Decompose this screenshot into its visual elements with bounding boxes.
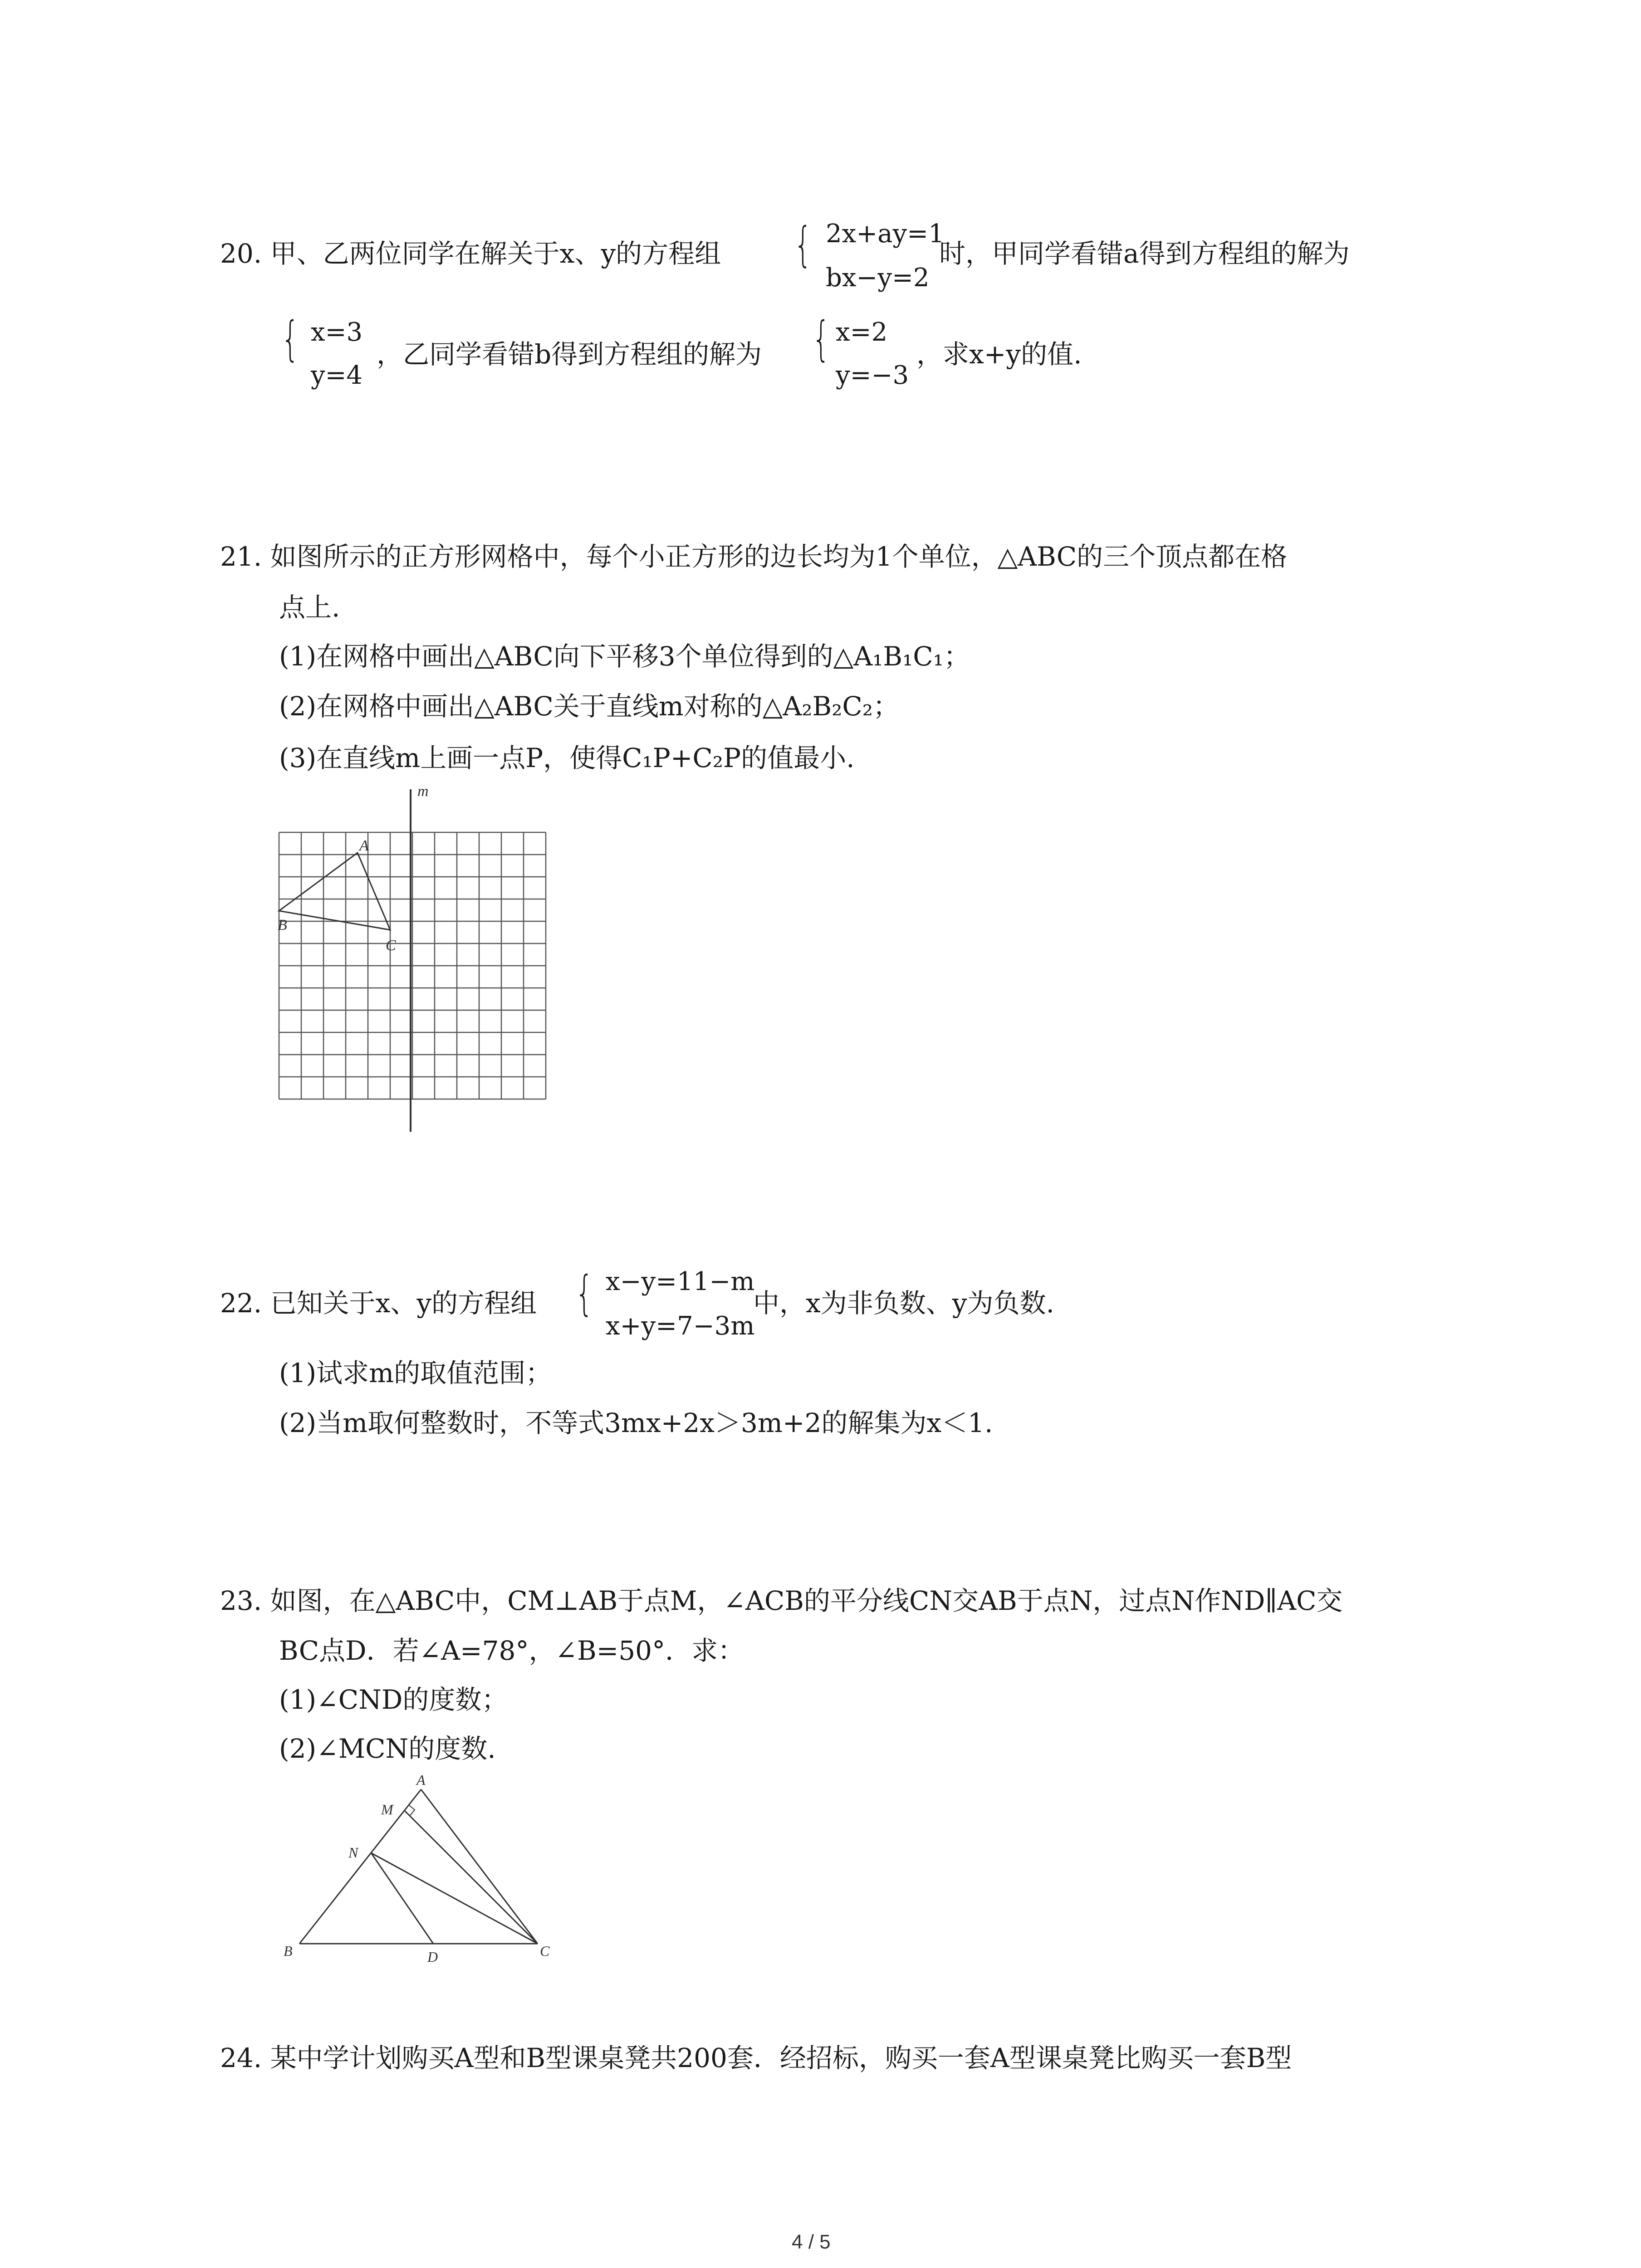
q21-grid-figure [272, 785, 563, 1139]
label-b: B [278, 917, 287, 934]
label-a: A [359, 837, 369, 854]
triangle-abc [279, 853, 390, 930]
q23-line2: BC点D．若∠A=78°，∠B=50°．求： [279, 1635, 745, 1666]
q22-part1: (1)试求m的取值范围； [279, 1358, 552, 1388]
q22-eq2: x+y=7−3m [606, 1311, 755, 1341]
q22-line1-b: 中，x为非负数、y为负数. [753, 1288, 1054, 1319]
q20-sol2-x: x=2 [836, 318, 888, 347]
q21-part2: (2)在网格中画出△ABC关于直线m对称的△A₂B₂C₂； [279, 691, 899, 722]
q20-sol1-y: y=4 [311, 361, 363, 390]
q20-line1-a: 20. 甲、乙两位同学在解关于x、y的方程组 [220, 238, 721, 269]
label-d: D [427, 1949, 438, 1965]
q21-part3: (3)在直线m上画一点P，使得C₁P+C₂P的值最小. [279, 743, 855, 773]
q20-eq1: 2x+ay=1 [826, 219, 945, 249]
q23-triangle-figure [272, 1769, 590, 1969]
q21-line2: 点上. [279, 592, 340, 623]
q23-part1: (1)∠CND的度数； [279, 1684, 508, 1715]
q21-part1: (1)在网格中画出△ABC向下平移3个单位得到的△A₁B₁C₁； [279, 641, 970, 672]
q21-line1: 21. 如图所示的正方形网格中，每个小正方形的边长均为1个单位，△ABC的三个顶点都在格 [220, 541, 1288, 572]
segment-cm [405, 1811, 538, 1944]
q20-line2-mid: ，乙同学看错b得到方程组的解为 [377, 339, 762, 370]
label-c: C [386, 937, 396, 954]
q20-sol2-brace: { [812, 311, 830, 367]
q20-sol1-brace: { [281, 311, 299, 367]
q23-part2: (2)∠MCN的度数. [279, 1733, 496, 1764]
q20-system-brace: { [794, 217, 812, 272]
q22-part2: (2)当m取何整数时，不等式3mx+2x＞3m+2的解集为x＜1. [279, 1408, 993, 1438]
q20-sol1-x: x=3 [311, 318, 363, 347]
label-n: N [348, 1844, 358, 1861]
segment-ba [299, 1789, 421, 1944]
q20-line1-b: 时，甲同学看错a得到方程组的解为 [939, 238, 1350, 269]
label-a: A [416, 1772, 426, 1788]
q22-line1-a: 22. 已知关于x、y的方程组 [220, 1288, 537, 1319]
label-m: m [417, 785, 429, 800]
segment-ac [421, 1789, 538, 1944]
segment-nd [371, 1853, 433, 1944]
q20-eq2: bx−y=2 [826, 263, 930, 293]
label-m: M [381, 1801, 393, 1818]
grid-lines [279, 832, 546, 1099]
q22-eq1: x−y=11−m [606, 1267, 755, 1296]
q24-line1: 24. 某中学计划购买A型和B型课桌凳共200套．经招标，购买一套A型课桌凳比购买一套B型 [220, 2043, 1292, 2073]
q22-system-brace: { [575, 1266, 593, 1321]
label-b: B [284, 1943, 293, 1959]
right-angle-mark [409, 1805, 415, 1815]
label-c: C [540, 1943, 550, 1959]
segment-cn [371, 1853, 538, 1944]
q20-line2-end: ，求x+y的值. [916, 339, 1082, 370]
q20-sol2-y: y=−3 [836, 361, 909, 390]
page-number: 4 / 5 [792, 2231, 831, 2253]
q23-line1: 23. 如图，在△ABC中，CM⊥AB于点M，∠ACB的平分线CN交AB于点N，过点N作ND∥AC交 [220, 1585, 1343, 1616]
